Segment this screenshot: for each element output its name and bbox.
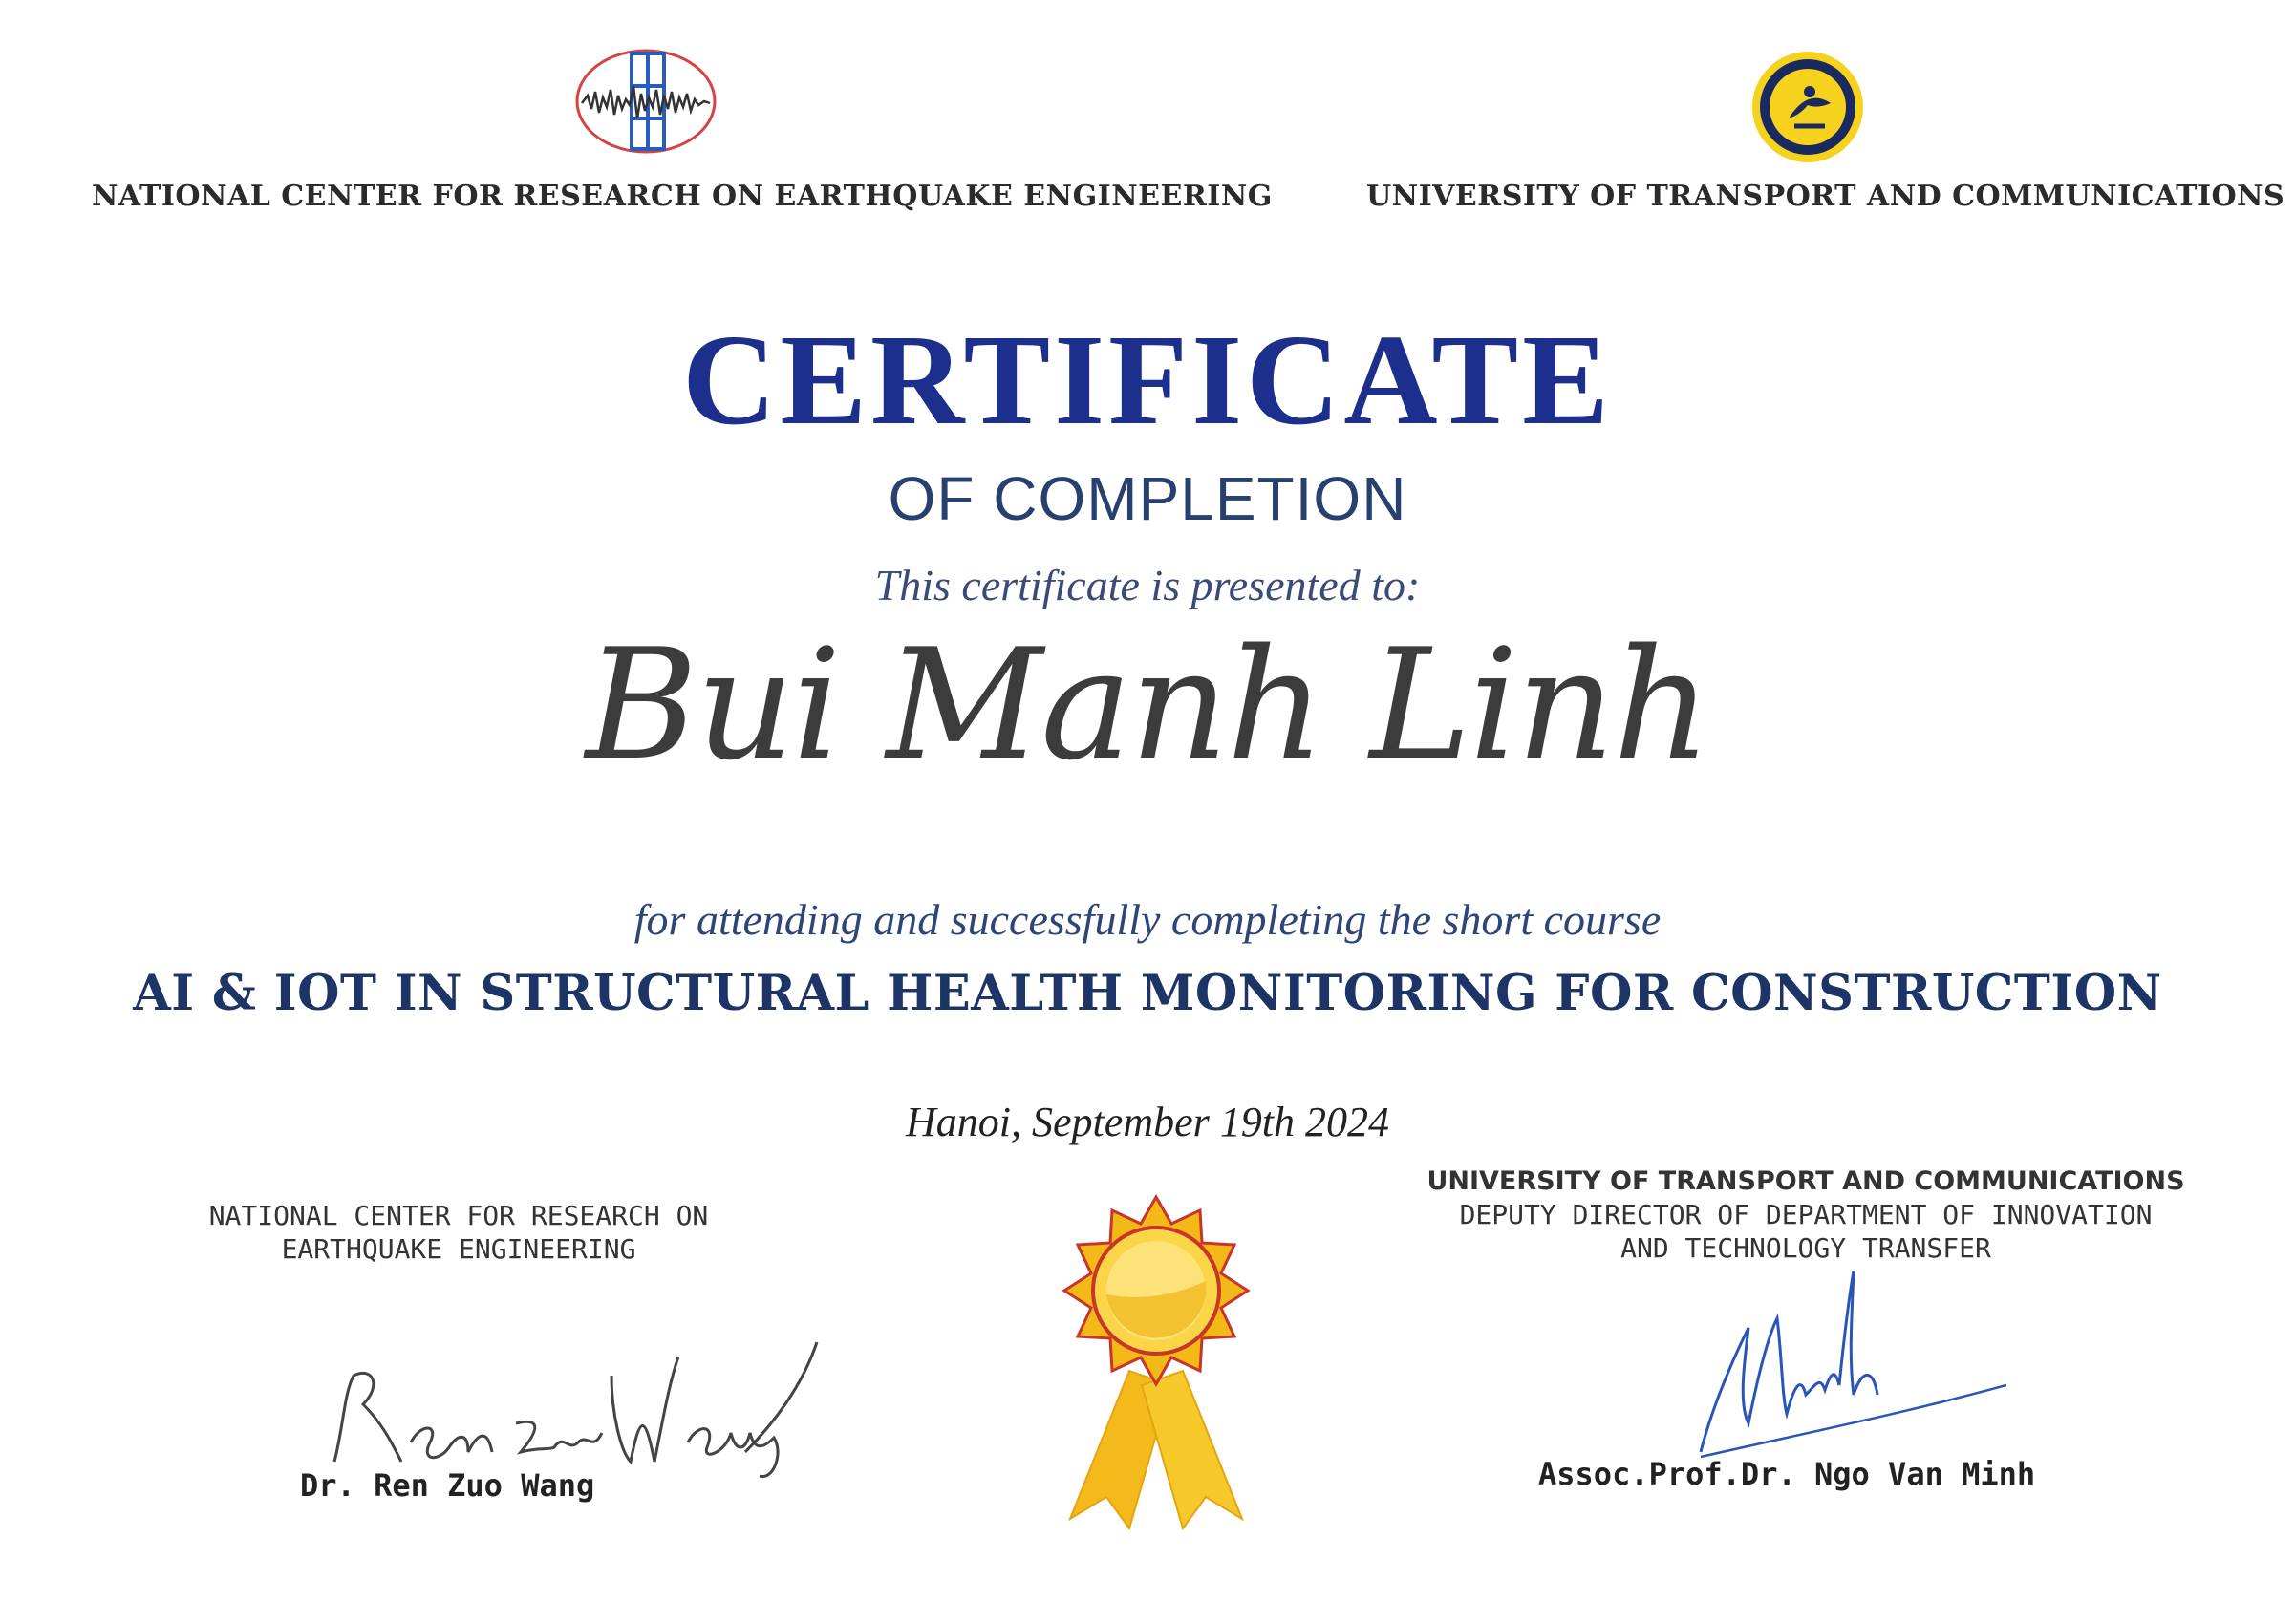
right-role-line2: AND TECHNOLOGY TRANSFER bbox=[1620, 1231, 1991, 1264]
right-signature-org bbox=[1366, 1165, 2245, 1265]
recipient-name: Bui Manh Linh bbox=[585, 615, 1710, 794]
seismograph-logo-icon bbox=[574, 48, 718, 155]
certificate-title: CERTIFICATE bbox=[682, 309, 1613, 452]
right-org-header: UNIVERSITY OF TRANSPORT AND COMMUNICATIONS bbox=[1366, 180, 2285, 213]
course-name: AI & IOT IN STRUCTURAL HEALTH MONITORING FOR CONSTRUCTION bbox=[133, 965, 2162, 1022]
right-signer-name: Assoc.Prof.Dr. Ngo Van Minh bbox=[1538, 1456, 2036, 1492]
right-handwritten-signature bbox=[1691, 1261, 2006, 1462]
left-org-line1: NATIONAL CENTER FOR RESEARCH ON bbox=[208, 1200, 709, 1231]
right-role-line1: DEPUTY DIRECTOR OF DEPARTMENT OF INNOVATION bbox=[1459, 1198, 2153, 1230]
right-org-line1: UNIVERSITY OF TRANSPORT AND COMMUNICATIONS bbox=[1426, 1166, 2185, 1196]
certificate-subtitle: OF COMPLETION bbox=[888, 464, 1407, 533]
place-date: Hanoi, September 19th 2024 bbox=[906, 1099, 1389, 1145]
university-seal-icon bbox=[1750, 50, 1865, 164]
left-handwritten-signature bbox=[325, 1318, 822, 1490]
left-signer-name: Dr. Ren Zuo Wang bbox=[300, 1467, 595, 1504]
left-signature-org bbox=[143, 1199, 774, 1266]
attending-text: for attending and successfully completing the short course bbox=[633, 895, 1662, 944]
left-org-header: NATIONAL CENTER FOR RESEARCH ON EARTHQUAKE ENGINEERING bbox=[92, 180, 1273, 213]
presented-to-text: This certificate is presented to: bbox=[874, 561, 1421, 609]
left-org-line2: EARTHQUAKE ENGINEERING bbox=[281, 1233, 636, 1265]
award-rosette-icon bbox=[1041, 1189, 1271, 1533]
